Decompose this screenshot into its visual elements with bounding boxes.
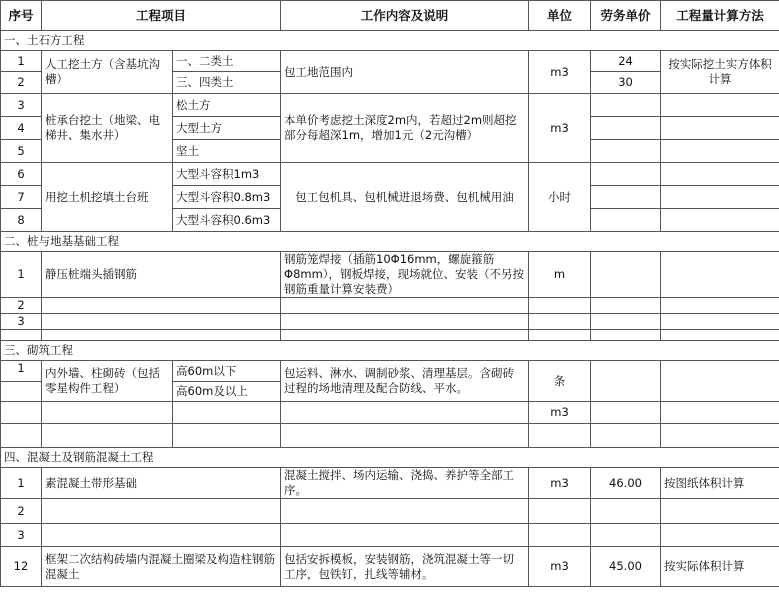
price-cell[interactable] <box>591 402 661 424</box>
seq-cell[interactable] <box>1 382 42 402</box>
seq-cell[interactable]: 1 <box>1 252 42 298</box>
price-cell[interactable] <box>591 163 661 186</box>
table-row <box>1 424 779 448</box>
price-cell[interactable]: 24 <box>591 51 661 72</box>
desc-cell[interactable]: 包工包机具、包机械进退场费、包机械用油 <box>281 163 529 232</box>
item-cell[interactable] <box>42 314 281 330</box>
seq-cell[interactable]: 12 <box>1 547 42 587</box>
price-cell[interactable] <box>591 499 661 524</box>
unit-cell[interactable]: m3 <box>529 94 591 163</box>
item-cell[interactable]: 框架二次结构砖墙内混凝土圈梁及构造柱钢筋混凝土 <box>42 547 281 587</box>
price-cell[interactable] <box>591 117 661 140</box>
price-cell[interactable] <box>591 314 661 330</box>
method-cell[interactable] <box>661 209 779 232</box>
item-cell[interactable]: 素混凝土带形基础 <box>42 468 281 499</box>
desc-cell[interactable] <box>281 314 529 330</box>
section-pile-foundation[interactable]: 二、桩与地基基础工程 <box>1 232 779 252</box>
desc-cell[interactable]: 本单价考虑挖土深度2m内，若超过2m则超挖部分每超深1m，增加1元（2元沟槽） <box>281 94 529 163</box>
seq-cell[interactable]: 3 <box>1 94 42 117</box>
sub-item-cell[interactable]: 松土方 <box>173 94 281 117</box>
section-row <box>1 232 779 252</box>
method-cell[interactable] <box>661 186 779 209</box>
item-cell[interactable]: 静压桩端头插钢筋 <box>42 252 281 298</box>
table-row <box>1 468 779 499</box>
method-cell[interactable] <box>661 361 779 402</box>
desc-cell[interactable] <box>281 330 529 341</box>
sub-item-cell[interactable]: 三、四类土 <box>173 72 281 94</box>
table-row <box>1 163 779 186</box>
section-masonry[interactable]: 三、砌筑工程 <box>1 341 779 361</box>
header-item[interactable]: 工程项目 <box>42 1 281 31</box>
header-row <box>1 1 779 31</box>
unit-cell[interactable] <box>529 298 591 314</box>
table-row <box>1 252 779 298</box>
desc-cell[interactable]: 包括安拆模板，安装钢筋，浇筑混凝土等一切工序，包铁钉，扎线等辅材。 <box>281 547 529 587</box>
seq-cell[interactable]: 2 <box>1 499 42 524</box>
price-cell[interactable] <box>591 524 661 547</box>
item-cell[interactable]: 内外墙、柱砌砖（包括零星构件工程） <box>42 361 173 402</box>
section-row <box>1 31 779 51</box>
item-cell[interactable] <box>42 499 281 524</box>
price-cell[interactable] <box>591 209 661 232</box>
table-row <box>1 51 779 72</box>
sub-item-cell[interactable]: 一、二类土 <box>173 51 281 72</box>
seq-cell[interactable]: 3 <box>1 314 42 330</box>
unit-cell[interactable]: m3 <box>529 402 591 424</box>
method-cell[interactable] <box>661 424 779 448</box>
header-seq[interactable]: 序号 <box>1 1 42 31</box>
price-cell[interactable] <box>591 140 661 163</box>
desc-cell[interactable] <box>281 424 529 448</box>
seq-cell[interactable] <box>1 424 42 448</box>
sub-item-cell[interactable]: 高60m以下 <box>173 361 281 382</box>
sub-item-cell[interactable]: 大型斗容积0.8m3 <box>173 186 281 209</box>
item-cell[interactable]: 用挖土机挖填土台班 <box>42 163 173 232</box>
table-row <box>1 314 779 330</box>
sub-item-cell[interactable]: 大型斗容积1m3 <box>173 163 281 186</box>
item-cell[interactable] <box>42 424 173 448</box>
seq-cell[interactable] <box>1 402 42 424</box>
price-cell[interactable] <box>591 424 661 448</box>
table-row <box>1 94 779 117</box>
desc-cell[interactable]: 混凝土搅拌、场内运输、浇捣、养护等全部工序。 <box>281 468 529 499</box>
price-cell[interactable]: 30 <box>591 72 661 94</box>
table-row <box>1 330 779 341</box>
method-cell[interactable] <box>661 252 779 298</box>
header-desc[interactable]: 工作内容及说明 <box>281 1 529 31</box>
unit-cell[interactable] <box>529 499 591 524</box>
seq-cell[interactable]: 4 <box>1 117 42 140</box>
method-cell[interactable] <box>661 314 779 330</box>
unit-cell[interactable] <box>529 424 591 448</box>
desc-cell[interactable] <box>281 402 529 424</box>
desc-cell[interactable] <box>281 524 529 547</box>
price-cell[interactable] <box>591 94 661 117</box>
unit-cell[interactable]: m3 <box>529 468 591 499</box>
header-unit[interactable]: 单位 <box>529 1 591 31</box>
price-cell[interactable]: 46.00 <box>591 468 661 499</box>
desc-cell[interactable] <box>281 499 529 524</box>
method-cell[interactable]: 按实际体积计算 <box>661 547 779 587</box>
method-cell[interactable] <box>661 499 779 524</box>
method-cell[interactable] <box>661 298 779 314</box>
method-cell[interactable] <box>661 94 779 117</box>
table-row <box>1 402 779 424</box>
sub-item-cell[interactable]: 坚土 <box>173 140 281 163</box>
unit-cell[interactable]: 条 <box>529 361 591 402</box>
method-cell[interactable] <box>661 117 779 140</box>
seq-cell[interactable]: 2 <box>1 72 42 94</box>
method-cell[interactable] <box>661 163 779 186</box>
price-cell[interactable]: 45.00 <box>591 547 661 587</box>
item-cell[interactable] <box>42 524 281 547</box>
unit-cell[interactable] <box>529 330 591 341</box>
header-method[interactable]: 工程量计算方法 <box>661 1 779 31</box>
section-earthwork[interactable]: 一、土石方工程 <box>1 31 779 51</box>
section-concrete[interactable]: 四、混凝土及钢筋混凝土工程 <box>1 448 779 468</box>
section-row <box>1 448 779 468</box>
price-cell[interactable] <box>591 186 661 209</box>
sub-item-cell[interactable] <box>173 402 281 424</box>
table-row <box>1 524 779 547</box>
item-cell[interactable] <box>42 330 281 341</box>
desc-cell[interactable]: 包工地范围内 <box>281 51 529 94</box>
desc-cell[interactable]: 钢筋笼焊接（插筋10Φ16mm，螺旋箍筋Φ8mm），钢板焊接，现场就位、安装（不另按钢筋重量计算安装费） <box>281 252 529 298</box>
sub-item-cell[interactable] <box>173 424 281 448</box>
seq-cell[interactable] <box>1 330 42 341</box>
sub-item-cell[interactable]: 大型斗容积0.6m3 <box>173 209 281 232</box>
seq-cell[interactable]: 7 <box>1 186 42 209</box>
table-row <box>1 361 779 382</box>
sub-item-cell[interactable]: 大型土方 <box>173 117 281 140</box>
price-cell[interactable] <box>591 298 661 314</box>
unit-cell[interactable] <box>529 314 591 330</box>
item-cell[interactable] <box>42 402 173 424</box>
table-row <box>1 298 779 314</box>
section-row <box>1 341 779 361</box>
desc-cell[interactable]: 包运料、淋水、调制砂浆、清理基层。含砌砖过程的场地清理及配合防线、平水。 <box>281 361 529 402</box>
method-cell[interactable] <box>661 140 779 163</box>
header-price[interactable]: 劳务单价 <box>591 1 661 31</box>
unit-cell[interactable]: m <box>529 252 591 298</box>
item-cell[interactable]: 人工挖土方（含基坑沟槽） <box>42 51 173 94</box>
unit-cell[interactable]: m3 <box>529 51 591 94</box>
seq-cell[interactable]: 6 <box>1 163 42 186</box>
seq-cell[interactable]: 3 <box>1 524 42 547</box>
method-cell[interactable] <box>661 402 779 424</box>
seq-cell[interactable]: 8 <box>1 209 42 232</box>
price-cell[interactable] <box>591 252 661 298</box>
seq-cell[interactable]: 1 <box>1 361 42 382</box>
sub-item-cell[interactable]: 高60m及以上 <box>173 382 281 402</box>
seq-cell[interactable]: 1 <box>1 468 42 499</box>
seq-cell[interactable]: 1 <box>1 51 42 72</box>
method-cell[interactable]: 按实际挖土实方体积计算 <box>661 51 779 94</box>
price-cell[interactable] <box>591 330 661 341</box>
desc-cell[interactable] <box>281 298 529 314</box>
method-cell[interactable] <box>661 524 779 547</box>
price-cell[interactable] <box>591 361 661 402</box>
seq-cell[interactable]: 2 <box>1 298 42 314</box>
unit-cell[interactable]: 小时 <box>529 163 591 232</box>
table-row <box>1 499 779 524</box>
seq-cell[interactable]: 5 <box>1 140 42 163</box>
unit-cell[interactable]: m3 <box>529 547 591 587</box>
item-cell[interactable]: 桩承台挖土（地梁、电梯井、集水井） <box>42 94 173 163</box>
method-cell[interactable] <box>661 330 779 341</box>
unit-cell[interactable] <box>529 524 591 547</box>
item-cell[interactable] <box>42 298 281 314</box>
method-cell[interactable]: 按图纸体积计算 <box>661 468 779 499</box>
table-row <box>1 547 779 587</box>
